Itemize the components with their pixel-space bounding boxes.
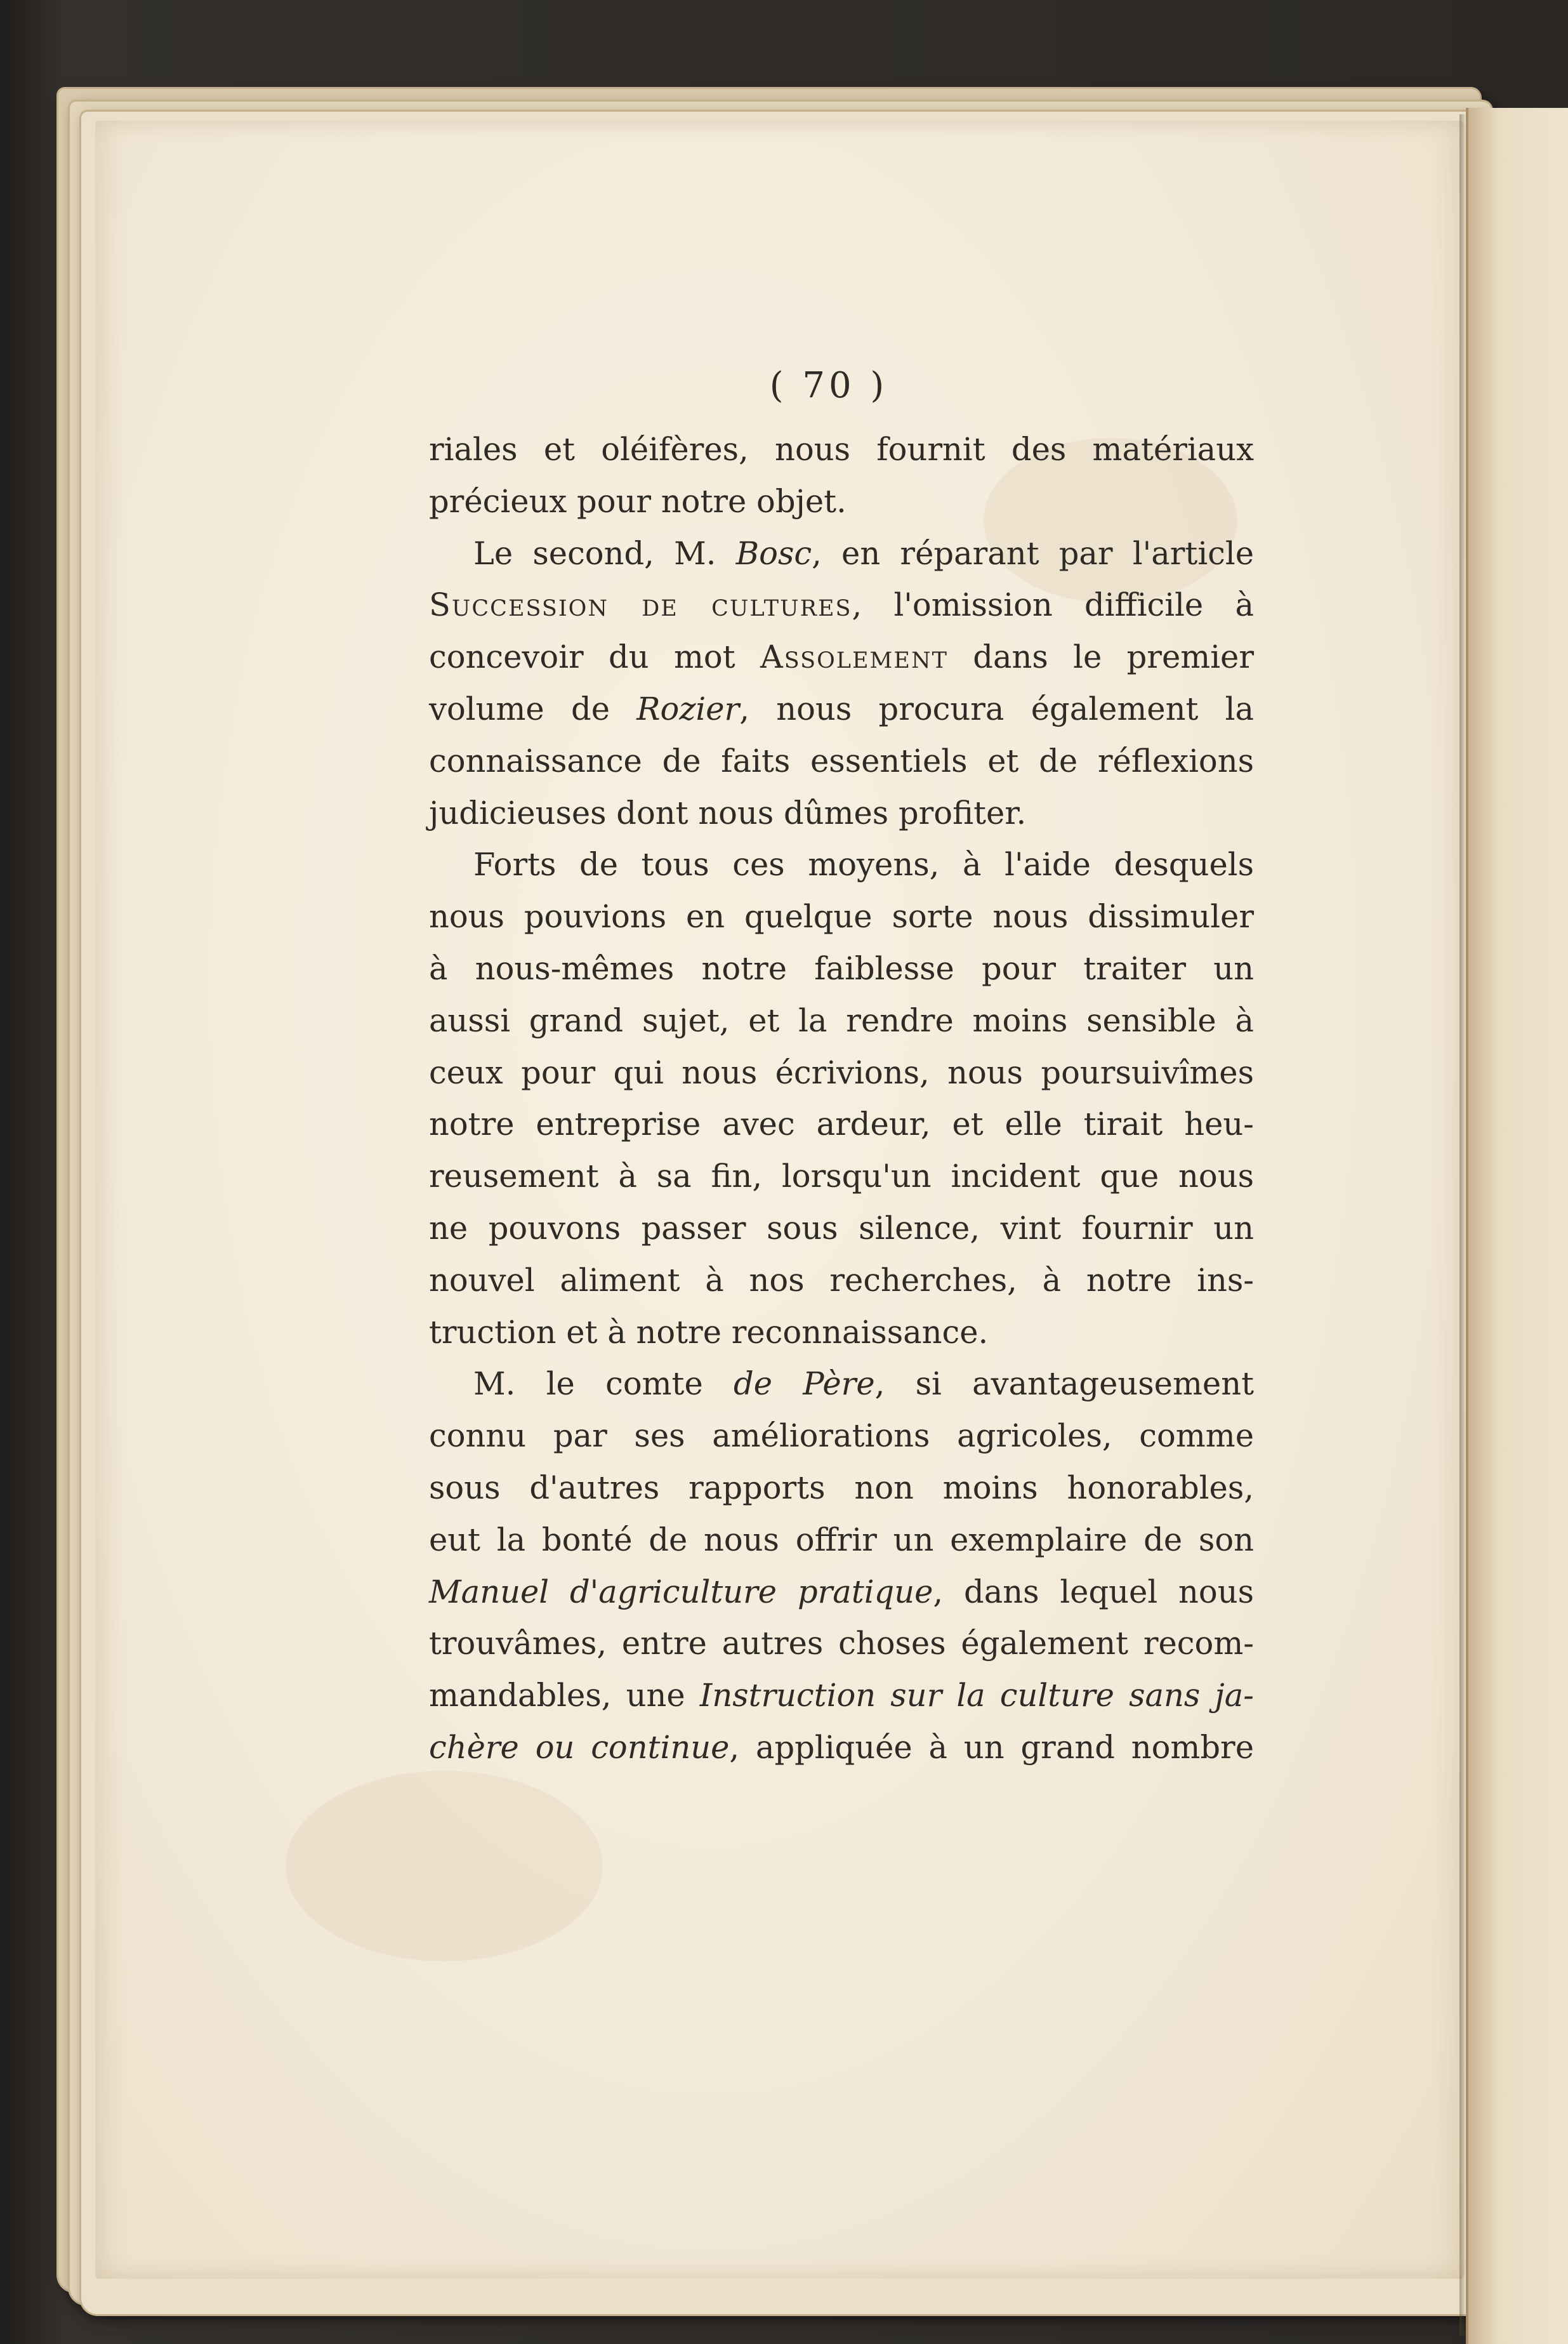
text-line: aussi grand sujet, et la rendre moins sensible à [429,1002,1254,1039]
text-line: connu par ses améliorations agricoles, comme [429,1417,1254,1455]
text-line: précieux pour notre objet. [429,482,847,520]
text-line: eut la bonté de nous offrir un exemplaire de son [429,1521,1254,1558]
text-line: truction et à notre reconnaissance. [429,1313,989,1351]
text-line: concevoir du mot Assolement dans le premier [429,639,1254,676]
text-line: Manuel d'agriculture pratique, dans lequel nous [429,1573,1254,1610]
text-line: sous d'autres rapports non moins honorables, [429,1469,1254,1506]
page-text [429,348,1254,1774]
title-instruction-cont: chère ou continue [429,1728,730,1766]
page-number: ( 70 ) [769,365,888,406]
text-line: volume de Rozier, nous procura également la [429,690,1254,727]
text-line: nouvel aliment à nos recherches, à notre ins- [429,1261,1254,1299]
name-rozier: Rozier [636,690,740,727]
title-instruction: Instruction sur la culture sans ja- [699,1677,1254,1714]
text-line: mandables, une Instruction sur la culture sans ja- [429,1677,1254,1714]
term-succession: Succession de cultures [429,586,852,624]
text-line: judicieuses dont nous dûmes profiter. [429,794,1027,831]
text-line: riales et oléifères, nous fournit des matériaux [429,431,1254,468]
text-line: nous pouvions en quelque sorte nous dissimuler [429,898,1254,936]
text-line: connaissance de faits essentiels et de réflexions [429,742,1254,779]
text-line: ceux pour qui nous écrivions, nous poursuivîmes [429,1054,1254,1091]
book-gutter [1459,114,1466,2336]
text-line: reusement à sa fin, lorsqu'un incident que nous [429,1158,1254,1195]
term-assolement: Assolement [760,639,948,676]
text-line: trouvâmes, entre autres choses également recom- [429,1625,1254,1662]
text-line: Succession de cultures, l'omission difficile à [429,586,1254,624]
text-line: notre entreprise avec ardeur, et elle tirait heu- [429,1106,1254,1143]
name-de-pere: de Père [734,1365,875,1403]
text-line: Forts de tous ces moyens, à l'aide desquels [473,846,1254,884]
facing-page-edge [1466,108,1568,2344]
paper-stain [286,1771,603,1961]
text-line: Le second, M. Bosc, en réparant par l'article [473,534,1254,572]
title-manuel: Manuel d'agriculture pratique [429,1573,933,1610]
text-line: à nous-mêmes notre faiblesse pour traiter un [429,950,1254,987]
text-line: M. le comte de Père, si avantageusement [473,1365,1254,1403]
text-line: chère ou continue, appliquée à un grand nombre [429,1728,1255,1766]
name-bosc: Bosc [735,534,812,572]
text-line: ne pouvons passer sous silence, vint fournir un [429,1209,1254,1247]
